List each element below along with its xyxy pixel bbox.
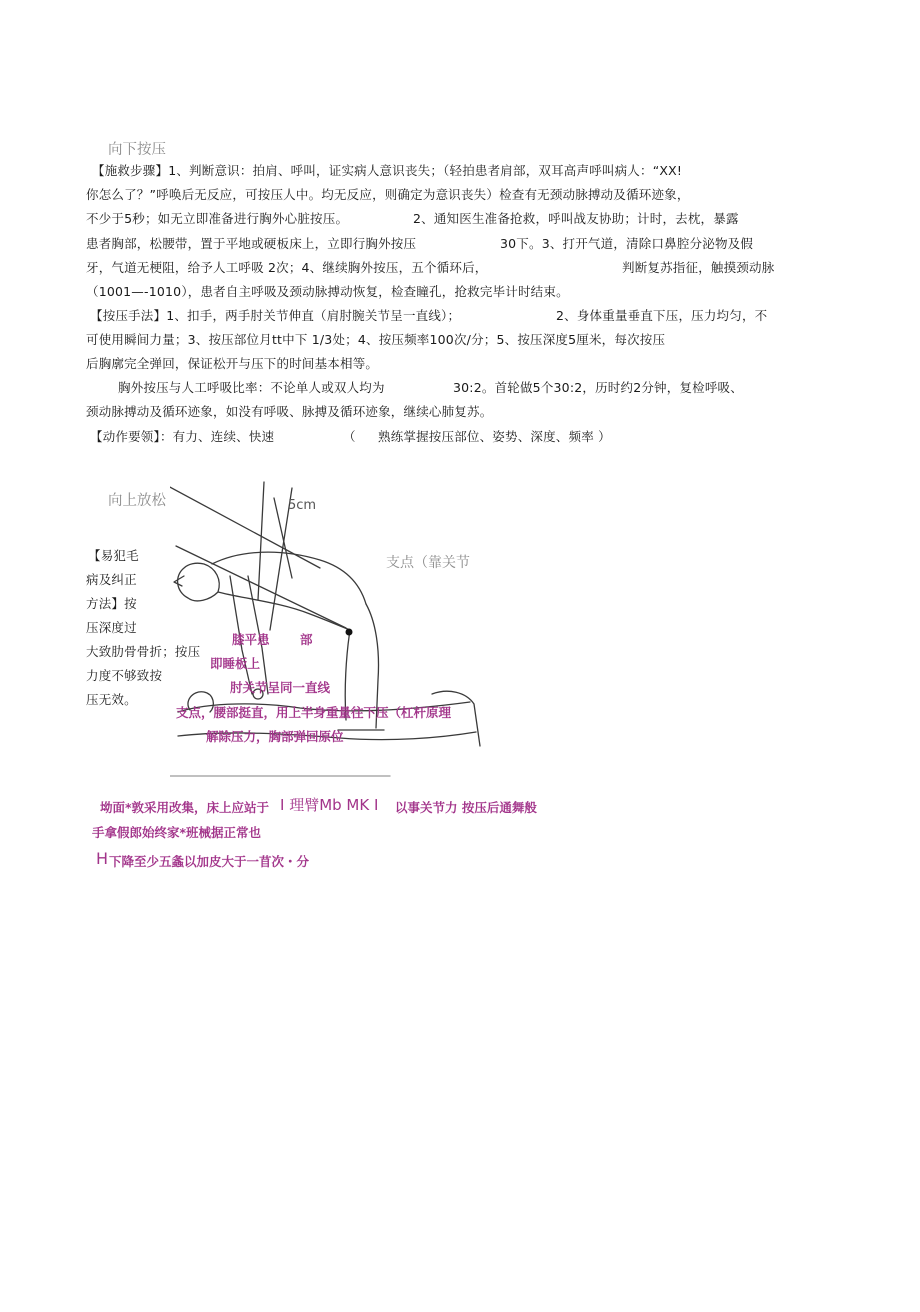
essentials-label: 【动作要领】：有力、连续、快速 bbox=[90, 429, 275, 444]
label-bu: 部 bbox=[300, 632, 313, 647]
cpr-illustration bbox=[170, 480, 482, 780]
ratio-line-2: 颈动脉搏动及循环迹象，如没有呼吸、脉搏及循环迹象，继续心肺复苏。 bbox=[86, 404, 493, 419]
steps-line-1: 【施救步骤】1、判断意识：拍肩、呼叫，证实病人意识丧失；（轻拍患者肩部，双耳高声呼叫病人：“XX! bbox=[92, 163, 683, 178]
pivot-point bbox=[346, 629, 353, 636]
errors-line-4: 压深度过 bbox=[86, 620, 137, 635]
ratio-line-1a: 胸外按压与人工呼吸比率：不论单人或双人均为 bbox=[118, 380, 385, 395]
depth-label: 5cm bbox=[288, 498, 317, 513]
rescuer-head bbox=[178, 563, 220, 601]
label-board: 即睡板上 bbox=[210, 656, 261, 671]
heading-press-down: 向下按压 bbox=[108, 142, 166, 158]
errors-line-1: 【易犯毛 bbox=[88, 548, 139, 563]
steps-line-5b: 判断复苏指征，触摸颈动脉 bbox=[622, 260, 775, 275]
errors-line-6: 力度不够致按 bbox=[86, 668, 163, 683]
footer-line-1c: 以事关节力 按压后通舞般 bbox=[395, 800, 537, 815]
ratio-line-1b: 30:2。首轮做5个30:2，历时约2分钟，复检呼吸、 bbox=[453, 380, 743, 395]
errors-line-2: 病及纠正 bbox=[86, 572, 137, 587]
errors-line-3: 方法】按 bbox=[86, 596, 137, 611]
label-release: 解除压力，胸部弹回原位 bbox=[206, 729, 344, 744]
footer-line-1b: I 理臂Mb MK I bbox=[280, 796, 379, 814]
label-straight-line: 肘关节呈同一直线 bbox=[230, 680, 331, 695]
steps-line-3a: 不少于5秒；如无立即准备进行胸外心脏按压。 bbox=[86, 211, 349, 226]
method-line-3: 后胸廓完全弹回，保证松开与压下的时间基本相等。 bbox=[86, 356, 379, 371]
steps-line-5a: 牙，气道无梗阻，给予人工呼吸 2次；4、继续胸外按压，五个循环后， bbox=[86, 260, 488, 275]
method-line-1b: 2、身体重量垂直下压，压力均匀，不 bbox=[556, 308, 768, 323]
steps-line-2: 你怎么了？”呼唤后无反应，可按压人中。均无反应，则确定为意识丧失）检查有无颈动脉搏动及循环迹象， bbox=[86, 187, 690, 202]
guide-line bbox=[176, 546, 346, 628]
label-knee: 膝平患 bbox=[232, 632, 270, 647]
steps-line-4a: 患者胸部，松腰带，置于平地或硬板床上，立即行胸外按压 bbox=[86, 236, 417, 251]
steps-line-6: （1001—-1010），患者自主呼吸及颈动脉搏动恢复，检查瞳孔，抢救完毕计时结束。 bbox=[86, 284, 569, 299]
label-pivot-press: 支点，腰部挺直，用上半身重量往下压（杠杆原理 bbox=[176, 705, 452, 720]
essentials-note: 熟练掌握按压部位、姿势、深度、频率 ） bbox=[378, 429, 611, 444]
steps-line-3b: 2、通知医生准备抢救，呼叫战友协助；计时，去枕，暴露 bbox=[413, 211, 739, 226]
method-line-2: 可使用瞬间力量；3、按压部位月tt中下 1/3处；4、按压频率100次/分；5、按压深度5厘米，每次按压 bbox=[86, 332, 666, 347]
footer-line-3a: H bbox=[96, 849, 109, 868]
errors-line-7: 压无效。 bbox=[86, 692, 137, 707]
rescuer-nose bbox=[174, 576, 184, 586]
steps-line-4b: 30下。3、打开气道，清除口鼻腔分泌物及假 bbox=[500, 236, 754, 251]
method-line-1a: 【按压手法】1、扣手，两手肘关节伸直（肩肘腕关节呈一直线）； bbox=[90, 308, 461, 323]
guide-line bbox=[258, 482, 264, 600]
heading-release-up: 向上放松 bbox=[108, 493, 166, 509]
footer-line-3b: 下降至少五螽以加皮大于一苜次・分 bbox=[109, 854, 310, 869]
essentials-paren: （ bbox=[343, 429, 356, 444]
footer-line-2: 手拿假郎始终家*班械据正常也 bbox=[92, 825, 262, 840]
errors-line-5: 大致肋骨骨折；按压 bbox=[86, 644, 201, 659]
pivot-label: 支点（靠关节 bbox=[386, 555, 470, 571]
footer-line-1a: 坳面*敦采用改集，床上应站于 bbox=[100, 800, 270, 815]
